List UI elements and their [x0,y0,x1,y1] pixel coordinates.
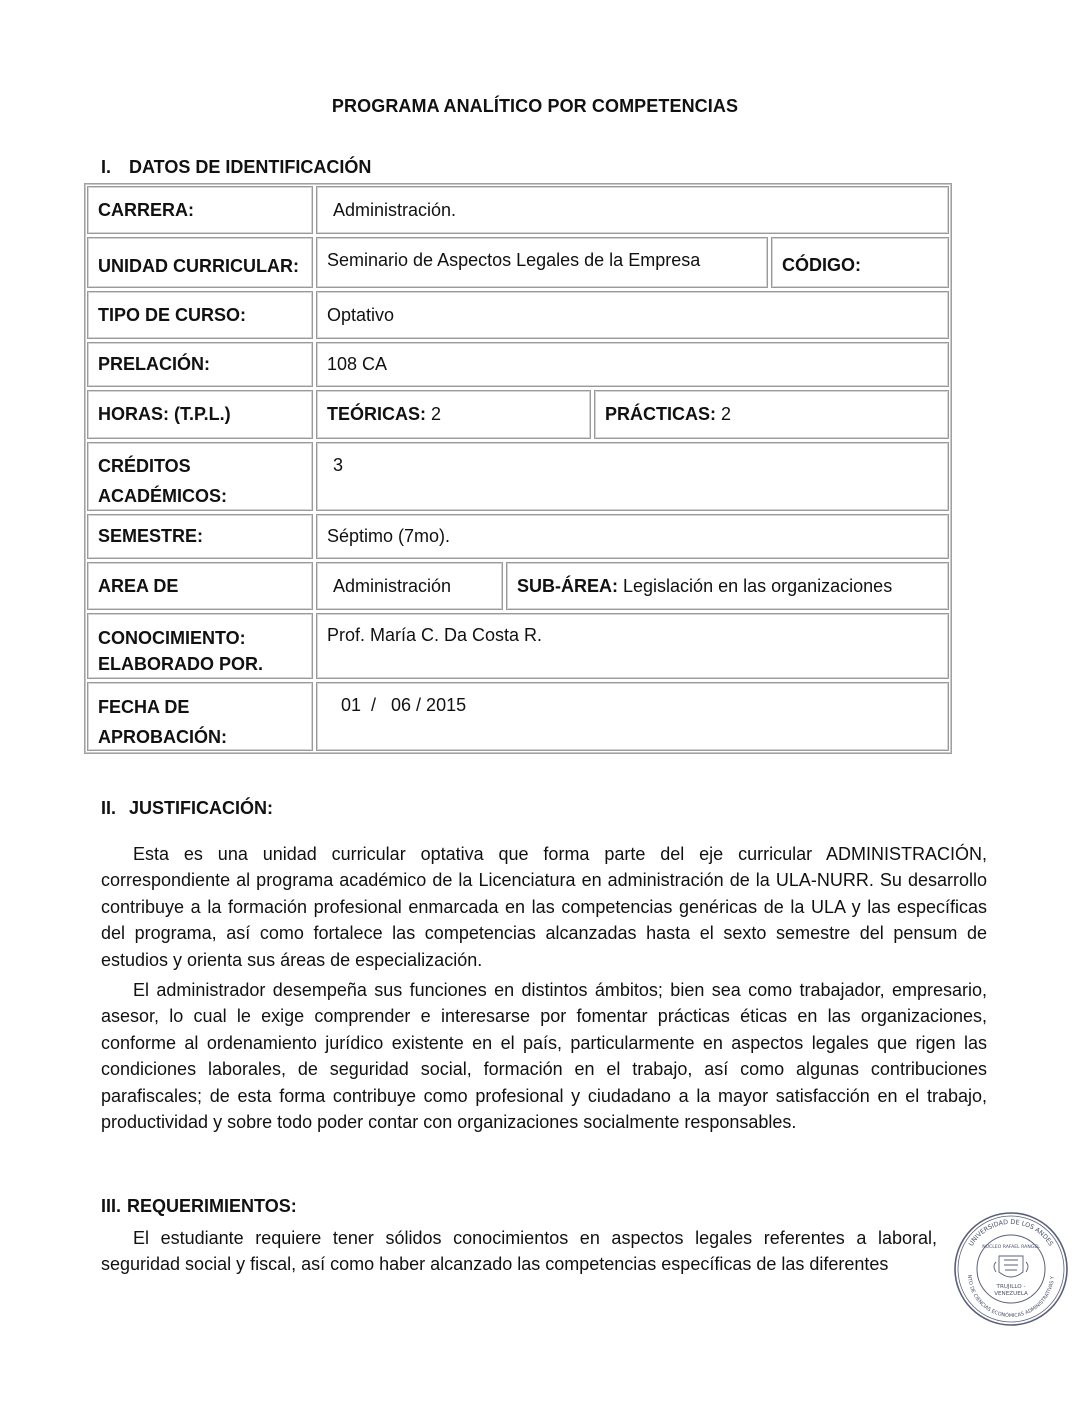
semestre-label: SEMESTRE: [87,514,313,559]
row-carrera [87,186,949,234]
row-conocimiento [87,613,949,679]
svg-text:NUCLEO RAFAEL RANGEL: NUCLEO RAFAEL RANGEL [982,1245,1040,1250]
identification-table [84,183,952,754]
seal-icon [952,1210,1070,1328]
university-seal-stamp [952,1210,1070,1328]
row-area [87,562,949,610]
teoricas-value: 2 [431,404,442,424]
unidad-curricular-label: UNIDAD CURRICULAR: [87,237,313,288]
section-heading-justificacion [101,798,273,819]
svg-text:TRUJILLO -: TRUJILLO - [996,1284,1026,1290]
document-title: PROGRAMA ANALÍTICO POR COMPETENCIAS [331,96,739,116]
practicas-label: PRÁCTICAS: [605,404,716,424]
conocimiento-label-line1: CONOCIMIENTO: [98,628,246,648]
row-fecha [87,682,949,751]
area-label: AREA DE [87,562,313,610]
creditos-label [87,442,313,511]
semestre-value: Séptimo (7mo). [316,514,949,559]
teoricas-cell [316,390,591,439]
fecha-aprobacion-value: 01 / 06 / 2015 [316,682,949,751]
justificacion-paragraph-1: Esta es una unidad curricular optativa que forma parte del eje curricular ADMINISTRACIÓN, correspondiente al programa académico de la Licenciatura en administración de la ULA-NURR. Su desarrollo contribuye a la formación profesional enmarcada en las competencias genéricas de la ULA y las específicas del programa, así como fortalece las competencias alcanzadas hasta el sexto semestre del pensum de estudios y orienta sus áreas de especialización. [101,844,987,970]
section-title: REQUERIMIENTOS: [127,1196,297,1216]
svg-text:DEPARTAMENTO DE CIENCIAS ECONÓ: NTO DE CIENCIAS ECONÓMICAS ADMINISTRATIVAS Y [965,1274,1056,1320]
section-number: III. [101,1196,122,1216]
section-number: II. [101,798,117,818]
practicas-cell [594,390,949,439]
row-unidad-curricular [87,237,949,288]
section-heading-requerimientos [101,1196,297,1217]
carrera-value: Administración. [316,186,949,234]
creditos-label-line2: ACADÉMICOS: [98,486,227,506]
practicas-value: 2 [721,404,732,424]
svg-text:UNIVERSIDAD DE LOS ANDES: UNIVERSIDAD DE LOS ANDES [966,1217,1056,1248]
teoricas-label: TEÓRICAS: [327,404,426,424]
section-number: I. [101,157,112,177]
section-title: JUSTIFICACIÓN: [129,798,273,818]
subarea-value: Legislación en las organizaciones [623,575,893,596]
prelacion-value: 108 CA [316,342,949,387]
tipo-curso-value: Optativo [316,291,949,339]
fecha-label [87,682,313,751]
row-creditos [87,442,949,511]
svg-text:VENEZUELA: VENEZUELA [994,1291,1028,1297]
section-heading-identificacion [101,157,371,178]
elaborado-por-label: ELABORADO POR. [98,654,264,674]
creditos-label-line1: CRÉDITOS [98,456,191,476]
requerimientos-paragraph-1: El estudiante requiere tener sólidos conocimientos en aspectos legales referentes a laboral, seguridad social y fiscal, así como haber alcanzado las competencias específicas de las diferentes [101,1228,937,1275]
area-value: Administración [316,562,503,610]
creditos-value: 3 [316,442,949,511]
fecha-label-line1: FECHA DE [98,697,190,717]
unidad-curricular-value: Seminario de Aspectos Legales de la Empresa [316,237,768,288]
row-prelacion [87,342,949,387]
codigo-label: CÓDIGO: [771,237,949,288]
carrera-label: CARRERA: [87,186,313,234]
elaborado-por-value: Prof. María C. Da Costa R. [316,613,949,679]
row-tipo-curso [87,291,949,339]
tipo-curso-label: TIPO DE CURSO: [87,291,313,339]
prelacion-label: PRELACIÓN: [87,342,313,387]
conocimiento-label [87,613,313,679]
justificacion-paragraph-2: El administrador desempeña sus funciones en distintos ámbitos; bien sea como trabajador, empresario, asesor, lo cual le exige comprender e interesarse por fomentar prácticas éticas en las organizaciones, conforme al ordenamiento jurídico existente en el país, particularmente en aspectos legales que rigen las condiciones laborales, de seguridad social, formación en el trabajo, así como algunas contribuciones parafiscales; de esta forma contribuye como profesional y ciudadano a la mayor satisfacción en el trabajo, productividad y sobre todo poder contar con organizaciones socialmente responsables. [101,980,987,1133]
row-semestre [87,514,949,559]
row-horas [87,390,949,439]
horas-label: HORAS: (T.P.L.) [87,390,313,439]
subarea-cell [506,562,949,610]
subarea-label: SUB-ÁREA: [517,575,618,596]
fecha-label-line2: APROBACIÓN: [98,727,227,747]
section-title: DATOS DE IDENTIFICACIÓN [129,157,372,177]
